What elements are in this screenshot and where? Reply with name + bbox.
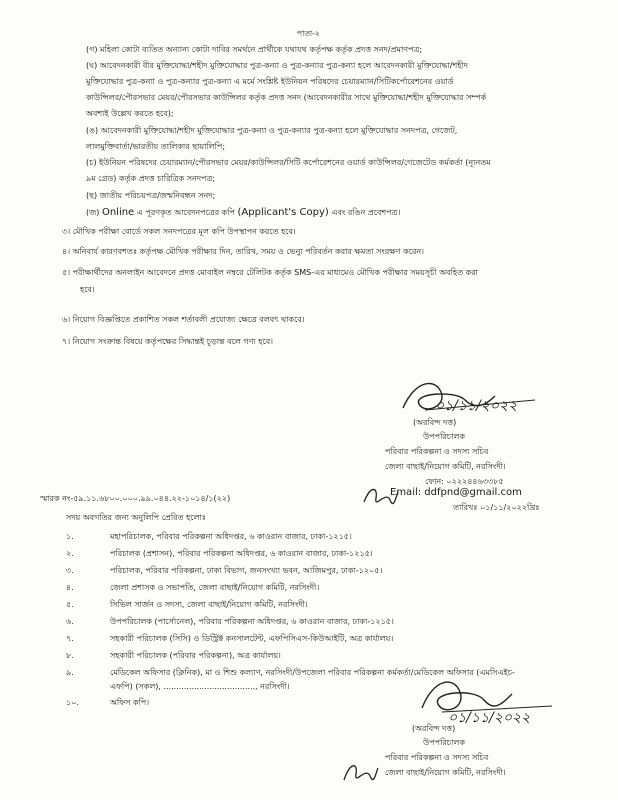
cc-no: ২.: [66, 549, 74, 558]
item-ch-line2: ৯ম গ্রেড) কর্তৃক প্রদত্ত চারিত্রিক সনদপত্র;: [86, 174, 216, 183]
paragraph-5-line1: ৫। পরীক্ষার্থীদের অনলাইন আবেদনে প্রদত্ত মোবাইল নম্বরে টেলিটক কর্তৃক SMS-এর মাধ্যমেও মৌখিক পরীক্ষার সময়সূচী অবহিত করা: [62, 268, 478, 277]
item-j-prefix: (জ): [86, 208, 100, 217]
signatory-name-2: (অরবিন্দ দত্ত): [412, 724, 456, 733]
signature-1-date: ০১/১১/২০২২: [435, 398, 518, 414]
signature-2-date: ০১/১১/২০২২: [448, 710, 531, 726]
item-gh-line3: কাউন্সিলর/পৌরসভার মেয়র/পৌরসভার কাউন্সিলর কর্তৃক প্রদত্ত সনদ (আবেদনকারীর সাথে মুক্তিযোদ্ধা/শহীদ মুক্তিযোদ্ধার সম্পর্ক: [86, 93, 487, 102]
contact-phone: ফোন: ০২২২৪৪৬৩৩৮৫: [425, 477, 504, 486]
cc-text: অফিস কপি।: [110, 698, 150, 707]
item-gh-line2: মুক্তিযোদ্ধার পুত্র-কন্যা ও পুত্র-কন্যার পুত্র-কন্যা এ মর্মে সংশ্লিষ্ট ইউনিয়ন পরিষদের চেয়ারম্যান/সিটিকর্পোরেশনের ওয়ার্ড: [86, 77, 454, 86]
paragraph-7: ৭। নিয়োগ সংক্রান্ত বিষয়ে কর্তৃপক্ষের সিদ্ধান্তই চূড়ান্ত বলে গণ্য হবে।: [62, 337, 274, 346]
item-j: [86, 207, 400, 218]
cc-no: ৯.: [66, 668, 74, 677]
page-number: পাতা-২: [297, 29, 320, 38]
cc-text: পরিচালক, পরিবার পরিকল্পনা, ঢাকা বিভাগ, জনসংখ্যা ভবন, আজিমপুর, ঢাকা-১২০৫।: [110, 566, 383, 575]
memo-number: স্মারক নং-৫৯.১১.৬৮০০.০০০.৯৯.০৪৪.২২-১০১৪/১(২২): [40, 494, 231, 503]
cc-no: ১০.: [66, 698, 79, 707]
cc-text: জেলা প্রশাসক ও সভাপতি, জেলা বাছাই/নিয়োগ কমিটি, নরসিংদী।: [110, 583, 320, 592]
paragraph-4: ৪। অনিবার্য কারণবশতঃ কর্তৃপক্ষ মৌখিক পরীক্ষার দিন, তারিখ, সময় ও ভেন্যু পরিবর্তন করার ক্ষমতা সংরক্ষণ করেন।: [62, 247, 424, 256]
memo-intro: সদয় অবগতির জন্য অনুলিপি প্রেরিত হলোঃ: [66, 513, 207, 522]
cc-text: সহকারী পরিচালক (সিসি) ও ডিস্ট্রিক্ট কনসালটেন্ট, এফপিসিএস-কিউআইটি, অত্র কার্যালয়।: [110, 634, 394, 643]
item-chh: (ছ) জাতীয় পরিচয়পত্র/জন্মনিবন্ধন সনদ;: [86, 191, 216, 200]
cc-no: ৮.: [66, 651, 74, 660]
contact-email: Email: ddfpnd@gmail.com: [390, 487, 522, 498]
item-j-mid: এ পূরণকৃত আবেদনপত্রের কপি: [136, 208, 235, 217]
cc-text-continued: এফপি) (সকল), ...................................., নরসিংদী।: [110, 682, 290, 691]
cc-text: উপপরিচালক (পার্সোনেল), পরিবার পরিকল্পনা অধিদপ্তর, ৬ কাওরান বাজার, ঢাকা-১২১৫।: [110, 617, 394, 626]
cc-no: ৬.: [66, 617, 74, 626]
paragraph-3: ৩। মৌখিক পরীক্ষা বোর্ডে সকল সনদপত্রের মূল কপি উপস্থাপন করতে হবে।: [62, 227, 296, 236]
cc-no: ৩.: [66, 566, 74, 575]
initials-signature-icon: [340, 758, 380, 786]
signatory-committee: জেলা বাছাই/নিয়োগ কমিটি, নরসিংদী।: [385, 462, 506, 471]
signatory-name: (অরবিন্দ দত্ত): [413, 418, 457, 427]
cc-no: ৫.: [66, 600, 74, 609]
cc-no: ১.: [66, 532, 74, 541]
paragraph-5-line2: হবে।: [80, 285, 95, 294]
memo-date: তারিখঃ ০১/১১/২০২২খ্রিঃ: [453, 503, 540, 512]
cc-text: সহকারী পরিচালক (পরিবার পরিকল্পনা), অত্র কার্যালয়।: [110, 651, 281, 660]
paragraph-6: ৬। নিয়োগ বিজ্ঞপ্তিতে প্রকাশিত সকল শর্তাবলী প্রযোজ্য ক্ষেত্রে বলবৎ থাকবে।: [62, 315, 305, 324]
item-j-online: Online: [101, 207, 135, 218]
item-gh-line1: (ঘ) আবেদনকারী বীর মুক্তিযোদ্ধা/শহীদ মুক্তিযোদ্ধার পুত্র-কন্যা ও পুত্র-কন্যার পুত্র-কন্যা হলে আবেদনকারী মুক্তিযোদ্ধা/শহীদ: [86, 61, 468, 70]
signatory-committee-2: জেলা বাছাই/নিয়োগ কমিটি, নরসিংদী।: [385, 768, 506, 777]
cc-text: পরিচালক (প্রশাসন), পরিবার পরিকল্পনা অধিদপ্তর, ৬ কাওরান বাজার, ঢাকা-১২১৫।: [110, 549, 373, 558]
item-j-suffix: এবং রঙিন প্রবেশপত্র।: [331, 208, 401, 217]
item-ch-line1: (চ) ইউনিয়ন পরিষদের চেয়ারম্যান/পৌরসভার মেয়র/কাউন্সিলর/সিটি কর্পোরেশনের ওয়ার্ড কাউন্সিলর/গেজেটেড কর্মকর্তা (ন্যূনতম: [86, 158, 491, 167]
initials-2: [340, 758, 380, 790]
cc-text: মহাপরিচালক, পরিবার পরিকল্পনা অধিদপ্তর, ৬ কাওরান বাজার, ঢাকা-১২১৫।: [110, 532, 352, 541]
signatory-department-2: পরিবার পরিকল্পনা ও সদস্য সচিব: [385, 753, 489, 762]
signatory-department: পরিবার পরিকল্পনা ও সদস্য সচিব: [385, 447, 489, 456]
signatory-title: উপপরিচালক: [423, 432, 465, 441]
signatory-title-2: উপপরিচালক: [423, 738, 465, 747]
item-gh-line4: অবশ্যই উল্লেখ করতে হবে);: [86, 109, 174, 118]
cc-text: মেডিকেল অফিসার (ক্লিনিক), মা ও শিশু কল্যাণ, নরসিংদী/উপজেলা পরিবার পরিকল্পনা কর্মকর্তা/মেডিকেল অফিসার (এমসিএইচ-: [110, 668, 515, 677]
cc-no: ৭.: [66, 634, 74, 643]
cc-text: সিভিল সার্জন ও সদস্য, জেলা বাছাই/নিয়োগ কমিটি, নরসিংদী।: [110, 600, 308, 609]
item-j-applicant-copy: (Applicant's Copy): [237, 207, 329, 218]
cc-no: ৪.: [66, 583, 74, 592]
item-u-line2: লালমুক্তিবার্তা/ভারতীয় তালিকার ছায়ালিপি;: [86, 142, 226, 151]
item-u-line1: (ঙ) আবেদনকারী মুক্তিযোদ্ধা/শহীদ মুক্তিযোদ্ধার পুত্র-কন্যা ও পুত্র-কন্যার পুত্র-কন্যা হলে মুক্তিযোদ্ধার সনদপত্র, গেজেট,: [86, 126, 458, 135]
item-g: (গ) মহিলা কোটা ব্যতিত অন্যান্য কোটা দাবির সমর্থনে প্রার্থীকে যথাযথ কর্তৃপক্ষ কর্তৃক প্রদত্ত সনদ/প্রমাণপত্র;: [86, 45, 423, 54]
